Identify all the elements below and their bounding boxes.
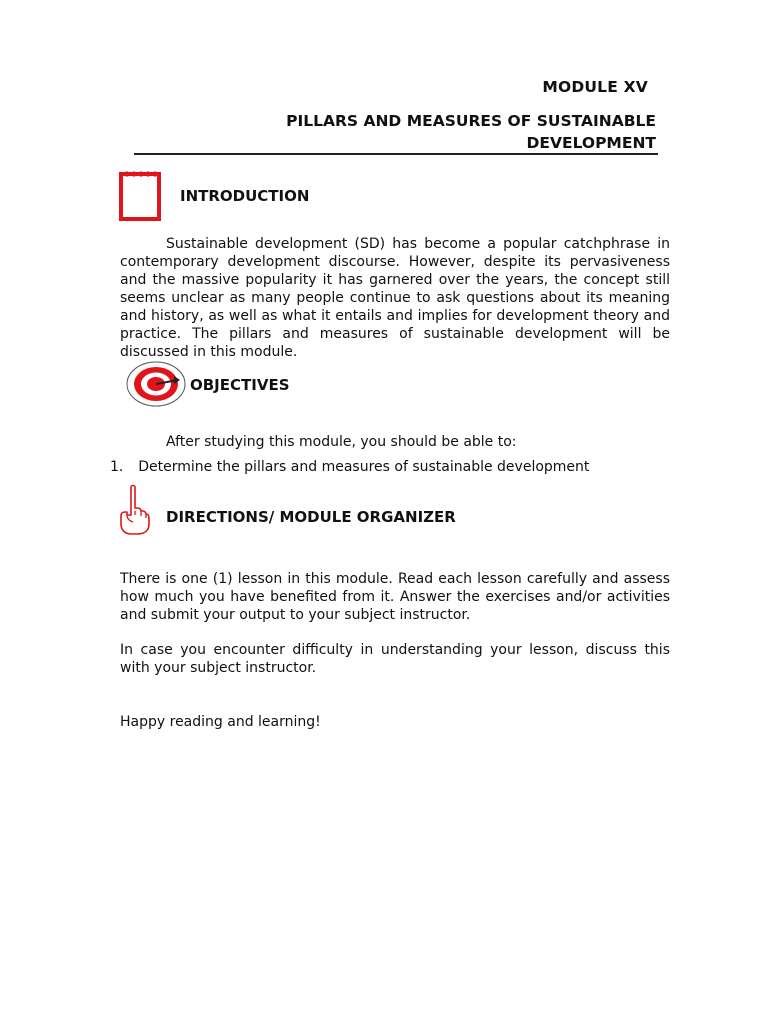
objectives-heading: OBJECTIVES (190, 376, 290, 394)
introduction-heading: INTRODUCTION (180, 187, 310, 205)
pointing-hand-icon (118, 484, 150, 536)
header-divider (134, 153, 658, 155)
objectives-lead: After studying this module, you should be able to: (166, 434, 517, 450)
module-number: MODULE XV (542, 78, 648, 96)
directions-heading: DIRECTIONS/ MODULE ORGANIZER (166, 508, 456, 526)
objective-number: 1. (110, 459, 124, 475)
target-icon (126, 360, 188, 408)
directions-paragraph-2: In case you encounter difficulty in understanding your lesson, discuss this with your subject instructor. (120, 642, 670, 676)
closing-line: Happy reading and learning! (120, 714, 321, 730)
module-title: PILLARS AND MEASURES OF SUSTAINABLE DEVELOPMENT (286, 112, 656, 152)
directions-paragraph-1: There is one (1) lesson in this module. Read each lesson carefully and assess how much you have benefited from it. Answer the exercises and/or activities and submit your output to your subject instructor. (120, 571, 670, 623)
notepad-icon (118, 168, 162, 222)
objective-item (110, 459, 589, 475)
objective-text: Determine the pillars and measures of sustainable development (138, 459, 590, 475)
introduction-body: Sustainable development (SD) has become a popular catchphrase in contemporary development discourse. However, despite its pervasiveness and the massive popularity it has garnered over the years, the concept still seems unclear as many people continue to ask questions about its meaning and history, as well as what it entails and implies for development theory and practice. The pillars and measures of sustainable development will be discussed in this module. (120, 236, 670, 360)
